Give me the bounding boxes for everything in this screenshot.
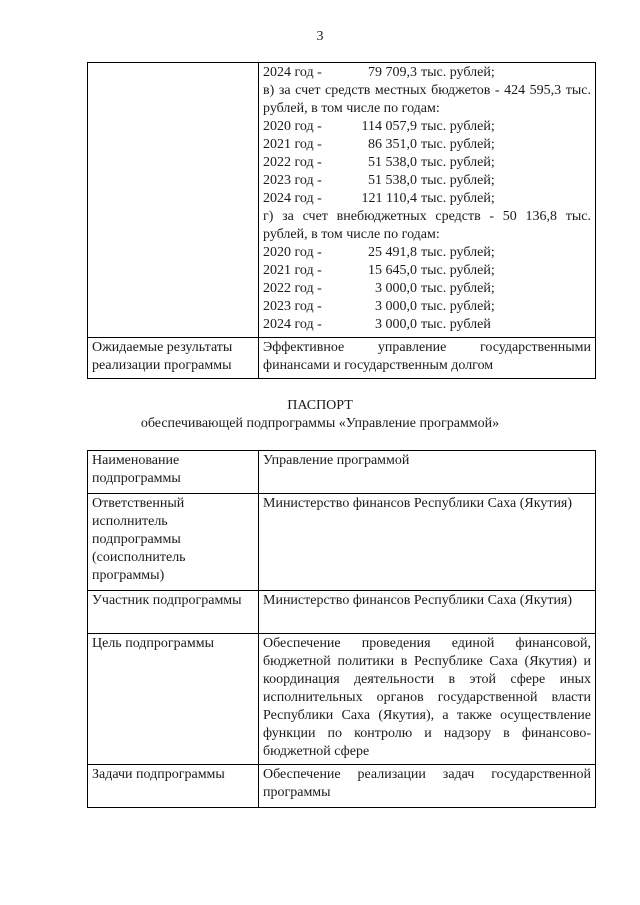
results-row: [88, 338, 596, 379]
financing-line: [263, 154, 591, 172]
financing-line: [263, 244, 591, 262]
financing-year: 2021 год -: [263, 263, 322, 278]
financing-unit: тыс. рублей;: [421, 245, 495, 260]
financing-year: 2020 год -: [263, 119, 322, 134]
passport-title: ПАСПОРТ: [287, 398, 353, 413]
participant-label: Участник подпрограммы: [88, 591, 259, 634]
financing-row: [88, 63, 596, 338]
financing-year: 2021 год -: [263, 137, 322, 152]
financing-unit: тыс. рублей;: [421, 65, 495, 80]
financing-unit: тыс. рублей;: [421, 263, 495, 278]
subprogram-name-value: Управление программой: [259, 451, 596, 494]
financing-year: 2023 год -: [263, 299, 322, 314]
financing-amount: 86 351,0: [368, 137, 417, 152]
financing-unit: тыс. рублей;: [421, 299, 495, 314]
financing-year: 2024 год -: [263, 317, 322, 332]
financing-lines-regional: [263, 64, 591, 82]
financing-unit: тыс. рублей;: [421, 137, 495, 152]
financing-year: 2022 год -: [263, 281, 322, 296]
financing-line: [263, 172, 591, 190]
passport-table: [87, 450, 596, 808]
financing-amount: 3 000,0: [375, 299, 417, 314]
financing-amount: 51 538,0: [368, 155, 417, 170]
financing-amount: 51 538,0: [368, 173, 417, 188]
passport-subtitle: обеспечивающей подпрограммы «Управление программой»: [140, 416, 500, 431]
goal-label: Цель подпрограммы: [88, 634, 259, 765]
financing-year: 2024 год -: [263, 191, 322, 206]
tasks-label: Задачи подпрограммы: [88, 765, 259, 808]
financing-unit: тыс. рублей;: [421, 191, 495, 206]
financing-line: [263, 136, 591, 154]
financing-unit: тыс. рублей;: [421, 173, 495, 188]
financing-amount: 25 491,8: [368, 245, 417, 260]
passport-row-tasks: [88, 765, 596, 808]
financing-line: [263, 280, 591, 298]
financing-amount: 15 645,0: [368, 263, 417, 278]
financing-table: [87, 62, 596, 379]
participant-value: Министерство финансов Республики Саха (Якутия): [259, 591, 596, 634]
financing-unit: тыс. рублей;: [421, 119, 495, 134]
subprogram-name-label: Наименование подпрограммы: [88, 451, 259, 494]
financing-amount: 3 000,0: [375, 317, 417, 332]
passport-row-name: [88, 451, 596, 494]
financing-label-cell: [88, 63, 259, 338]
financing-year: 2024 год -: [263, 65, 322, 80]
financing-year: 2020 год -: [263, 245, 322, 260]
offbudget-header: г) за счет внебюджетных средств - 50 136,8 тыс. рублей, в том числе по годам:: [263, 209, 591, 242]
passport-row-executor: [88, 494, 596, 591]
financing-unit: тыс. рублей;: [421, 281, 495, 296]
financing-amount: 121 110,4: [361, 191, 417, 206]
results-label: Ожидаемые результаты реализации программы: [88, 338, 259, 379]
financing-line: [263, 298, 591, 316]
executor-value: Министерство финансов Республики Саха (Якутия): [259, 494, 596, 591]
financing-amount: 114 057,9: [361, 119, 417, 134]
passport-row-participant: [88, 591, 596, 634]
financing-unit: тыс. рублей;: [421, 155, 495, 170]
financing-amount: 3 000,0: [375, 281, 417, 296]
executor-label: Ответственный исполнитель подпрограммы (соисполнитель программы): [88, 494, 259, 591]
results-value: Эффективное управление государственными финансами и государственным долгом: [259, 338, 596, 379]
tasks-value: Обеспечение реализации задач государственной программы: [259, 765, 596, 808]
page-number: 3: [316, 29, 324, 44]
passport-row-goal: [88, 634, 596, 765]
financing-year: 2022 год -: [263, 155, 322, 170]
goal-value: Обеспечение проведения единой финансовой, бюджетной политики в Республике Саха (Якутия) и координация деятельности в этой сфере иных исполнительных органов государственной власти Республики Саха (Якутия), а также осуществление функции по контролю и надзору в финансово-бюджетной сфере: [259, 634, 596, 765]
local-budgets-header: в) за счет средств местных бюджетов - 424 595,3 тыс. рублей, в том числе по годам:: [263, 83, 591, 116]
financing-line: [263, 316, 591, 334]
financing-lines-local: [263, 118, 591, 208]
financing-value-cell: [259, 63, 596, 338]
financing-lines-offbudget: [263, 244, 591, 334]
financing-line: [263, 262, 591, 280]
financing-amount: 79 709,3: [368, 65, 417, 80]
financing-line: [263, 64, 591, 82]
financing-year: 2023 год -: [263, 173, 322, 188]
financing-line: [263, 190, 591, 208]
financing-unit: тыс. рублей: [421, 317, 491, 332]
financing-line: [263, 118, 591, 136]
